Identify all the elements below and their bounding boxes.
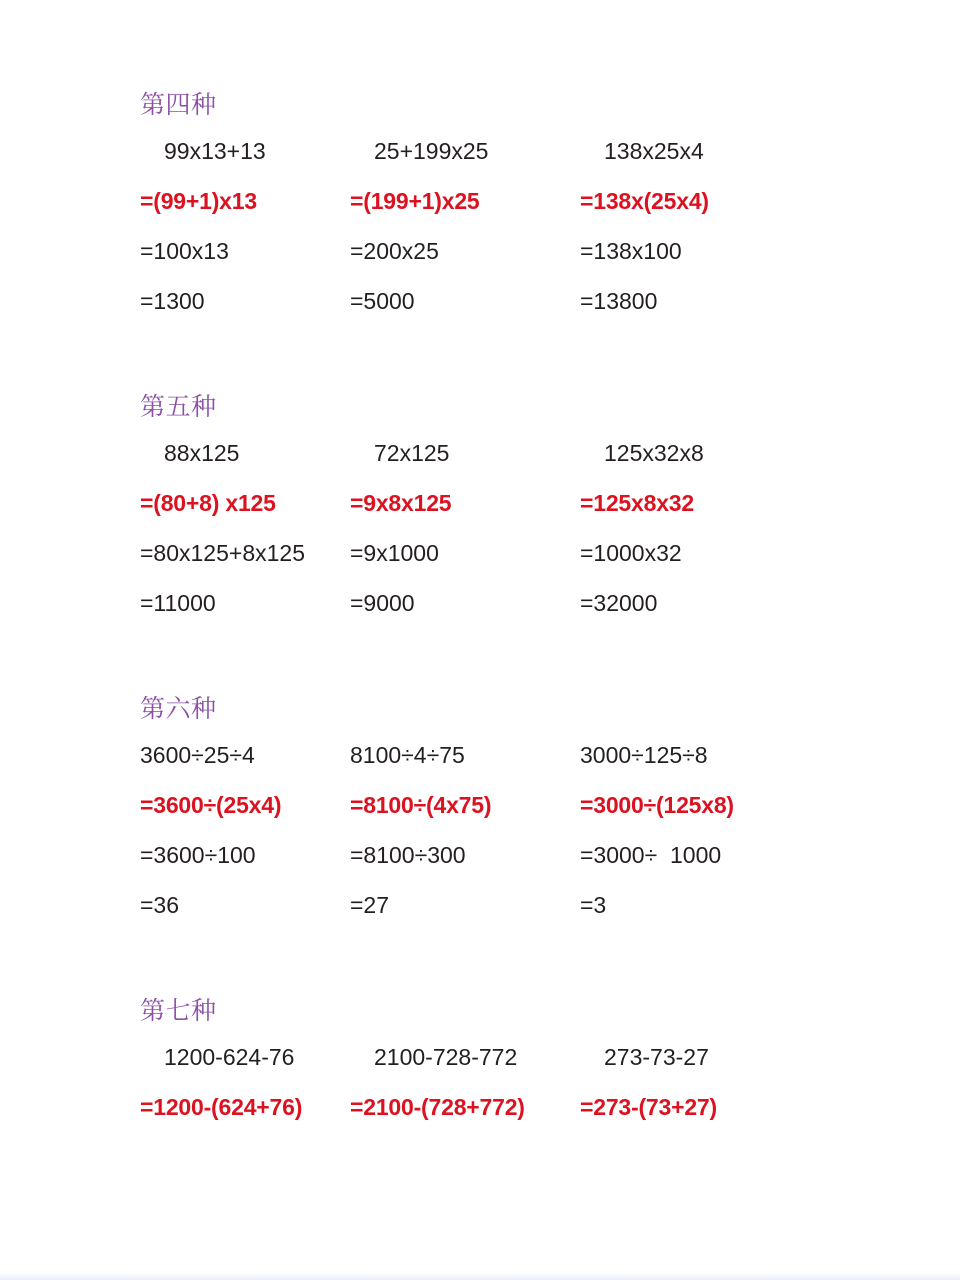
expression-line: 138x25x4	[604, 138, 704, 164]
highlighted-step: =8100÷(4x75)	[350, 792, 492, 818]
highlighted-step: =(199+1)x25	[350, 188, 480, 214]
expression-line: =100x13	[140, 238, 229, 264]
expression-line: 2100-728-772	[374, 1044, 518, 1070]
highlighted-step: =(80+8) x125	[140, 490, 276, 516]
expression-line: =36	[140, 892, 180, 918]
expression-line: 125x32x8	[604, 440, 704, 466]
expression-line: =3	[580, 892, 607, 918]
expression-line: =138x100	[580, 238, 682, 264]
expression-line: =1300	[140, 288, 205, 314]
highlighted-step: =3600÷(25x4)	[140, 792, 282, 818]
page-bottom-edge	[0, 1272, 960, 1280]
expression-line: 3600÷25÷4	[140, 742, 255, 768]
expression-line: =27	[350, 892, 390, 918]
expression-line: =32000	[580, 590, 658, 616]
expression-row	[0, 234, 960, 268]
expression-line: =1000x32	[580, 540, 682, 566]
highlighted-step: =138x(25x4)	[580, 188, 709, 214]
section-heading: 第七种	[140, 996, 217, 1025]
expression-line: =11000	[140, 590, 216, 616]
expression-line: 1200-624-76	[164, 1044, 295, 1070]
expression-row	[0, 436, 960, 470]
expression-row	[0, 284, 960, 318]
highlighted-step: =273-(73+27)	[580, 1094, 717, 1120]
expression-row	[0, 486, 960, 520]
highlighted-step: =2100-(728+772)	[350, 1094, 525, 1120]
expression-line: =9x1000	[350, 540, 439, 566]
expression-line: 88x125	[164, 440, 240, 466]
expression-row	[0, 788, 960, 822]
expression-row	[0, 888, 960, 922]
highlighted-step: =1200-(624+76)	[140, 1094, 303, 1120]
expression-line: =80x125+8x125	[140, 540, 305, 566]
expression-line: 72x125	[374, 440, 450, 466]
expression-row	[0, 536, 960, 570]
expression-row	[0, 184, 960, 218]
section-heading: 第五种	[140, 392, 217, 421]
expression-line: =9000	[350, 590, 415, 616]
highlighted-step: =(99+1)x13	[140, 188, 257, 214]
section-heading: 第四种	[140, 90, 217, 119]
expression-row	[0, 738, 960, 772]
expression-line: =3600÷100	[140, 842, 256, 868]
expression-line: 99x13+13	[164, 138, 266, 164]
expression-row	[0, 1040, 960, 1074]
expression-line: 273-73-27	[604, 1044, 709, 1070]
expression-line: =13800	[580, 288, 658, 314]
expression-line: =5000	[350, 288, 415, 314]
highlighted-step: =9x8x125	[350, 490, 452, 516]
expression-line: 3000÷125÷8	[580, 742, 708, 768]
highlighted-step: =3000÷(125x8)	[580, 792, 734, 818]
expression-line: 8100÷4÷75	[350, 742, 465, 768]
expression-line: =3000÷ 1000	[580, 842, 722, 868]
expression-line: =8100÷300	[350, 842, 466, 868]
expression-row	[0, 134, 960, 168]
section-heading: 第六种	[140, 694, 217, 723]
expression-line: 25+199x25	[374, 138, 489, 164]
expression-line: =200x25	[350, 238, 439, 264]
expression-row	[0, 1090, 960, 1124]
expression-row	[0, 586, 960, 620]
expression-row	[0, 838, 960, 872]
highlighted-step: =125x8x32	[580, 490, 694, 516]
